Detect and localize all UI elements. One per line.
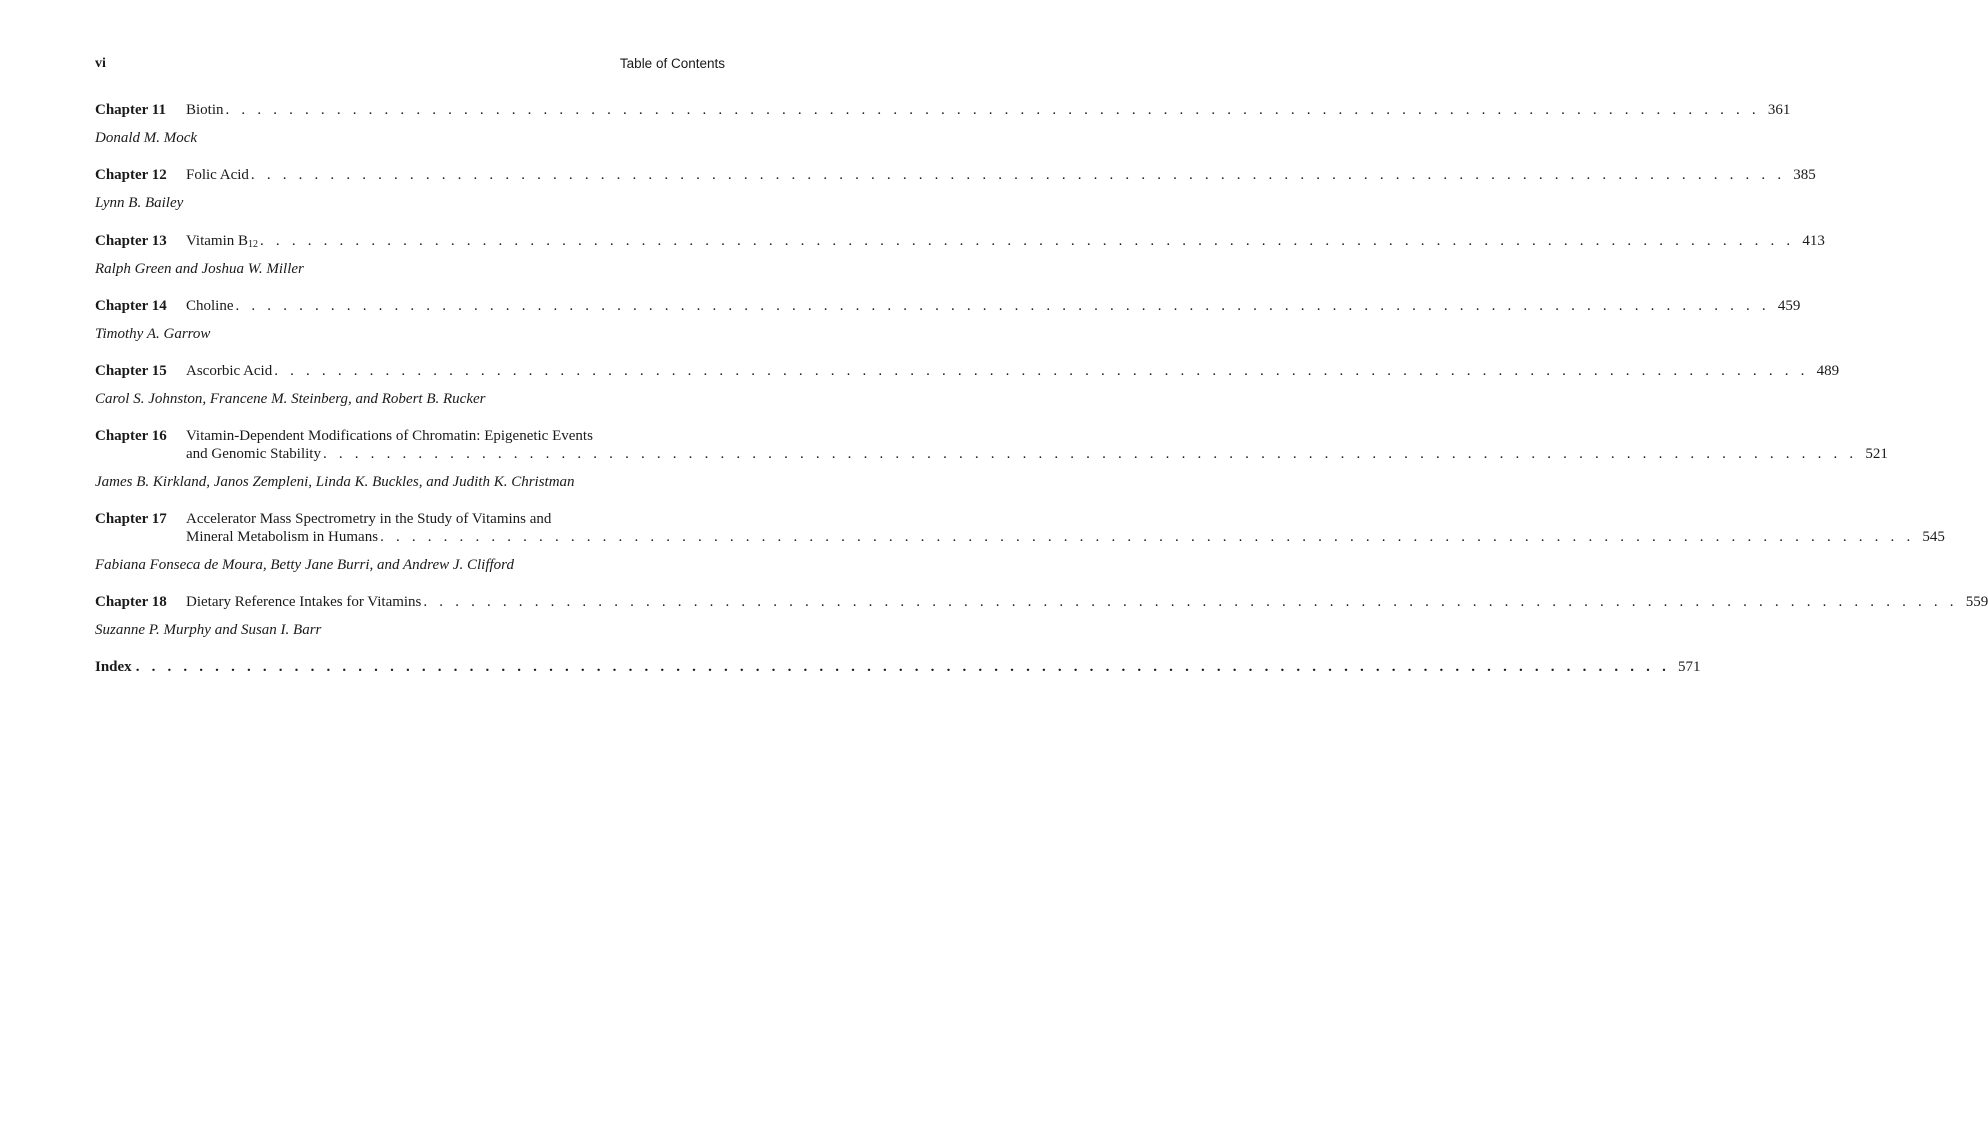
page-number-roman: vi [95, 56, 106, 71]
chapter-title[interactable]: Vitamin $B_{12}$ [186, 233, 259, 250]
dot-leader: . . . . . . . . . . . . . . . . . . . . . . . . . . . . . . . . . . . . . . . . . . . . . . . . . . . . . . . . . . . . . . . . . . . . . . . . . . . . . . . . . . . . . . . . . . . . . . . . . [274, 363, 1809, 379]
chapter-label: Chapter 18 [95, 594, 167, 610]
chapter-label: Chapter 17 [95, 511, 167, 527]
index-page-number: 571 [1678, 659, 1701, 675]
chapter-page-number: 361 [1760, 100, 1791, 120]
dot-leader: . . . . . . . . . . . . . . . . . . . . . . . . . . . . . . . . . . . . . . . . . . . . . . . . . . . . . . . . . . . . . . . . . . . . . . . . . . . . . . . . . . . . . . . . . . . . . . . . . [225, 102, 1760, 118]
chapter-page-number: 459 [1770, 296, 1801, 316]
chapter-authors: Fabiana Fonseca de Moura, Betty Jane Burri, and Andrew J. Clifford [95, 557, 514, 573]
toc-entry-chapter-18[interactable] [95, 592, 1988, 640]
chapter-title[interactable]: Dietary Reference Intakes for Vitamins [186, 594, 422, 610]
chapter-page-number: 413 [1794, 231, 1825, 251]
chapter-title[interactable]: Ascorbic Acid [186, 363, 273, 379]
chapter-title-line-1[interactable]: Accelerator Mass Spectrometry in the Study of Vitamins and [186, 511, 552, 527]
index-label[interactable]: Index [95, 659, 132, 675]
dot-leader: . . . . . . . . . . . . . . . . . . . . . . . . . . . . . . . . . . . . . . . . . . . . . . . . . . . . . . . . . . . . . . . . . . . . . . . . . . . . . . . . . . . . . . . . . . . . . . . . . [135, 659, 1671, 675]
chapter-title[interactable]: Biotin [186, 102, 224, 118]
toc-entry-index[interactable] [95, 657, 1701, 677]
subscript: 12 [248, 239, 259, 250]
toc-entry-chapter-13[interactable] [95, 231, 1825, 279]
chapter-authors: Suzanne P. Murphy and Susan I. Barr [95, 622, 322, 638]
chapter-title[interactable]: Folic Acid [186, 167, 249, 183]
chapter-title-line-2[interactable]: and Genomic Stability [186, 446, 321, 462]
chapter-title[interactable]: Choline [186, 298, 234, 314]
chapter-authors: Donald M. Mock [95, 130, 198, 146]
toc-entry-chapter-14[interactable] [95, 296, 1801, 344]
toc-entry-chapter-12[interactable] [95, 165, 1816, 213]
running-head [95, 56, 725, 76]
dot-leader: . . . . . . . . . . . . . . . . . . . . . . . . . . . . . . . . . . . . . . . . . . . . . . . . . . . . . . . . . . . . . . . . . . . . . . . . . . . . . . . . . . . . . . . . . . . . . . . . . [322, 446, 1858, 462]
chapter-title-line-1[interactable]: Vitamin-Dependent Modifications of Chromatin: Epigenetic Events [186, 428, 593, 444]
chapter-page-number: 385 [1785, 165, 1816, 185]
chapter-page-number: 559 [1958, 592, 1988, 612]
dot-leader: . . . . . . . . . . . . . . . . . . . . . . . . . . . . . . . . . . . . . . . . . . . . . . . . . . . . . . . . . . . . . . . . . . . . . . . . . . . . . . . . . . . . . . . . . . . . . . . . . [423, 594, 1958, 610]
toc-entry-chapter-16[interactable] [95, 426, 1888, 492]
chapter-page-number: 521 [1857, 444, 1888, 464]
chapter-label: Chapter 16 [95, 428, 167, 444]
chapter-title-line-2[interactable]: Mineral Metabolism in Humans [186, 529, 379, 545]
chapter-page-number: 545 [1914, 527, 1945, 547]
chapter-label: Chapter 12 [95, 167, 167, 183]
toc-entry-chapter-15[interactable] [95, 361, 1840, 409]
chapter-label: Chapter 15 [95, 363, 167, 379]
dot-leader: . . . . . . . . . . . . . . . . . . . . . . . . . . . . . . . . . . . . . . . . . . . . . . . . . . . . . . . . . . . . . . . . . . . . . . . . . . . . . . . . . . . . . . . . . . . . . . . . . [250, 167, 1786, 183]
toc-entry-chapter-17[interactable] [95, 509, 1945, 575]
chapter-authors: Ralph Green and Joshua W. Miller [95, 261, 304, 277]
chapter-label: Chapter 13 [95, 233, 167, 249]
chapter-authors: James B. Kirkland, Janos Zempleni, Linda K. Buckles, and Judith K. Christman [95, 474, 575, 490]
running-head-title: Table of Contents [619, 56, 725, 71]
chapter-authors: Carol S. Johnston, Francene M. Steinberg, and Robert B. Rucker [95, 391, 486, 407]
chapter-label: Chapter 14 [95, 298, 167, 314]
dot-leader: . . . . . . . . . . . . . . . . . . . . . . . . . . . . . . . . . . . . . . . . . . . . . . . . . . . . . . . . . . . . . . . . . . . . . . . . . . . . . . . . . . . . . . . . . . . . . . . . . [235, 298, 1770, 314]
dot-leader: . . . . . . . . . . . . . . . . . . . . . . . . . . . . . . . . . . . . . . . . . . . . . . . . . . . . . . . . . . . . . . . . . . . . . . . . . . . . . . . . . . . . . . . . . . . . . . . . . [380, 529, 1915, 545]
chapter-authors: Timothy A. Garrow [95, 326, 211, 342]
dot-leader: . . . . . . . . . . . . . . . . . . . . . . . . . . . . . . . . . . . . . . . . . . . . . . . . . . . . . . . . . . . . . . . . . . . . . . . . . . . . . . . . . . . . . . . . . . . . . . . . . [260, 233, 1795, 249]
chapter-authors: Lynn B. Bailey [95, 195, 184, 211]
toc-entry-chapter-11[interactable] [95, 100, 1791, 148]
chapter-label: Chapter 11 [95, 102, 166, 118]
chapter-page-number: 489 [1809, 361, 1840, 381]
